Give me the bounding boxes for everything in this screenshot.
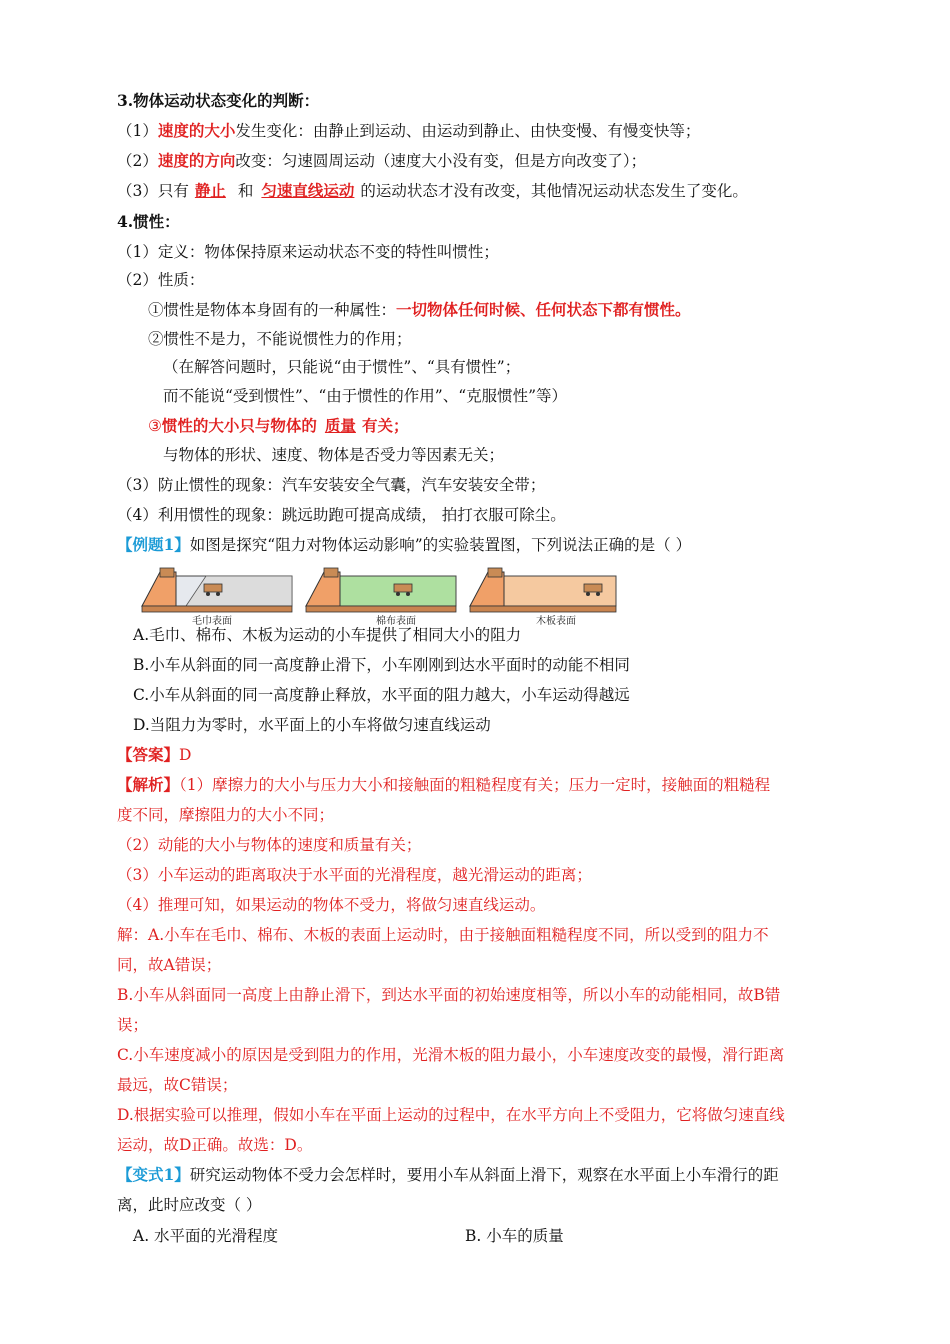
example-1-option-c: C.小车从斜面的同一高度静止释放，水平面的阻力越大，小车运动得越远 [133, 686, 630, 704]
inertia-property-3-note: 与物体的形状、速度、物体是否受力等因素无关； [163, 446, 505, 464]
s3-blank-static: 静止 [194, 181, 226, 200]
property-3-text: 惯性的大小只与物体的 [161, 416, 317, 435]
s3-item-2-em: 速度的方向 [157, 151, 236, 170]
s3-item-1-text: 发生变化：由静止到运动、由运动到静止、由快变慢、有慢变快等； [235, 122, 701, 140]
s3-blank-uniform-motion: 匀速直线运动 [261, 181, 355, 200]
inertia-prevent: （3）防止惯性的现象：汽车安装安全气囊，汽车安装安全带； [117, 476, 546, 494]
analysis-line-12: D.根据实验可以推理，假如小车在平面上运动的过程中，在水平方向上不受阻力，它将做匀速直线 [117, 1106, 785, 1124]
panel-cotton [306, 568, 456, 627]
s3-item-2-num: （2） [117, 152, 158, 170]
property-3-blank-mass: 质量 [324, 416, 356, 435]
inertia-property-3 [148, 416, 408, 436]
section-3-title: 3.物体运动状态变化的判断： [117, 91, 320, 110]
s3-item-2-text: 改变：匀速圆周运动（速度大小没有变，但是方向改变了）； [235, 152, 647, 170]
s3-item-3-pre: （3）只有 [117, 182, 189, 200]
analysis-line-2: 度不同，摩擦阻力的大小不同； [117, 806, 335, 824]
example-1-tag: 【例题1】 [117, 535, 190, 554]
variant-1-stem-2: 离，此时应改变（ ） [117, 1196, 262, 1214]
example-1-answer [117, 745, 191, 765]
experiment-figure [140, 562, 620, 630]
inertia-property-heading: （2）性质： [117, 271, 205, 289]
analysis-line-13: 运动，故D正确。故选：D。 [117, 1136, 313, 1154]
property-1-text: ①惯性是物体本身固有的一种属性： [148, 301, 397, 319]
example-1-option-b: B.小车从斜面的同一高度静止滑下，小车刚刚到达水平面时的动能不相同 [133, 656, 630, 674]
variant-1-option-a: A. 水平面的光滑程度 [133, 1227, 279, 1245]
s3-item-3 [117, 181, 748, 201]
s3-item-1-num: （1） [117, 122, 158, 140]
s3-item-1-em: 速度的大小 [157, 121, 236, 140]
analysis-line-3: （2）动能的大小与物体的速度和质量有关； [117, 836, 422, 854]
inertia-use: （4）利用惯性的现象：跳远助跑可提高成绩， 拍打衣服可除尘。 [117, 506, 566, 524]
caption-cotton: 棉布表面 [376, 616, 416, 627]
inertia-property-2-note-a: （在解答问题时，只能说“由于惯性”、“具有惯性”； [163, 358, 521, 376]
analysis-text-1: （1）摩擦力的大小与压力大小和接触面的粗糙程度有关；压力一定时，接触面的粗糙程 [179, 776, 771, 794]
variant-1-question [117, 1165, 779, 1185]
analysis-line-4: （3）小车运动的距离取决于水平面的光滑程度，越光滑运动的距离； [117, 866, 592, 884]
analysis-line-11: 最远，故C错误； [117, 1076, 238, 1094]
s3-item-3-mid: 和 [237, 182, 254, 200]
s3-item-2 [117, 151, 646, 171]
analysis-tag: 【解析】 [117, 775, 180, 794]
answer-tag: 【答案】 [117, 745, 180, 764]
analysis-line-9: 误； [117, 1016, 149, 1034]
example-1-option-a: A.毛巾、棉布、木板为运动的小车提供了相同大小的阻力 [133, 626, 522, 644]
s3-item-3-post: 的运动状态才没有改变，其他情况运动状态发生了变化。 [360, 182, 748, 200]
property-1-emphasis: 一切物体任何时候、任何状态下都有惯性。 [396, 300, 691, 319]
analysis-line-8: B.小车从斜面同一高度上由静止滑下，到达水平面的初始速度相等，所以小车的动能相同，故B错 [117, 986, 781, 1004]
property-3-post: 有关； [361, 416, 409, 435]
inertia-property-2-note-b: 而不能说“受到惯性”、“由于惯性的作用”、“克服惯性”等） [163, 387, 568, 405]
inertia-definition: （1）定义：物体保持原来运动状态不变的特性叫惯性； [117, 243, 499, 261]
analysis-line-6: 解：A.小车在毛巾、棉布、木板的表面上运动时，由于接触面粗糙程度不同，所以受到的阻力不 [117, 926, 769, 944]
section-4-title: 4.惯性： [117, 212, 180, 231]
example-1-option-d: D.当阻力为零时，水平面上的小车将做匀速直线运动 [133, 716, 491, 734]
example-1-stem: 如图是探究“阻力对物体运动影响”的实验装置图，下列说法正确的是（ ） [189, 536, 692, 554]
panel-towel [142, 568, 292, 627]
caption-towel: 毛巾表面 [192, 616, 232, 627]
variant-1-tag: 【变式1】 [117, 1165, 190, 1184]
property-3-num: ③ [148, 417, 162, 435]
inertia-property-2: ②惯性不是力，不能说惯性力的作用； [148, 330, 412, 348]
inertia-property-1 [148, 300, 691, 320]
analysis-line-7: 同，故A错误； [117, 956, 222, 974]
analysis-line-1 [117, 775, 770, 795]
example-1-question [117, 535, 691, 555]
s3-item-1 [117, 121, 700, 141]
variant-1-stem-1: 研究运动物体不受力会怎样时，要用小车从斜面上滑下，观察在水平面上小车滑行的距 [189, 1166, 779, 1184]
caption-wood: 木板表面 [536, 616, 576, 627]
analysis-line-10: C.小车速度减小的原因是受到阻力的作用，光滑木板的阻力最小，小车速度改变的最慢，滑行距离 [117, 1046, 785, 1064]
analysis-line-5: （4）推理可知，如果运动的物体不受力，将做匀速直线运动。 [117, 896, 546, 914]
variant-1-option-b: B. 小车的质量 [465, 1227, 564, 1245]
panel-wood [470, 568, 616, 627]
answer-value: D [179, 746, 192, 764]
